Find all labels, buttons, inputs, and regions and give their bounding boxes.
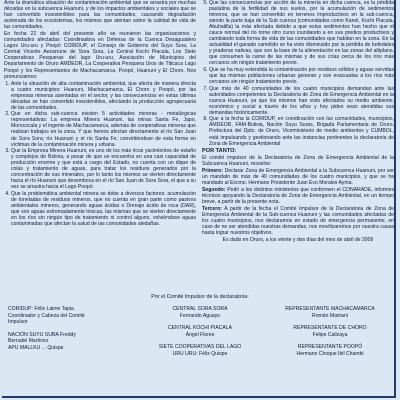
signature-block	[8, 306, 132, 326]
text-columns	[4, 0, 394, 292]
signature-block	[268, 306, 392, 319]
signature-name: Ángel Flores	[185, 331, 215, 338]
signature-block	[138, 306, 262, 319]
left-column	[4, 0, 196, 292]
list-item: 1. Ante la situación de alta contaminación ambiental, que afecta de manera directa a cuatro municipios: Huanuni, Machacamarca, El Choro y Poopó, por las empresas mineras asentadas en el sector, y las consecuencias en estas últimas décadas se han convertido insostenibles, afectando la producción agropecuaria de las comunidades.	[11, 81, 196, 111]
resolution-text: A partir de la fecha el Comité Impulsor de la Declaratoria de Zona de Emergencia Ambiental de la Sub-cuenca Huanuni y las comunidades afectadas de los cuatro municipios, nos declaramos en estado de emergencia permanente, en caso de no ser atendidas nuestras demandas, nos movilizaremos por nuestra causa hasta lograr nuestros objetivos.	[202, 206, 394, 237]
resolution-label: Tercero:	[202, 206, 223, 213]
por-tanto-heading: POR TANTO:	[202, 147, 237, 154]
signoff-date: Es dado en Oruro, a los veinte y dos días del mes de abril de 2009	[222, 237, 374, 244]
right-column	[202, 0, 394, 292]
signature-column-left	[8, 306, 132, 363]
signature-column-right	[268, 306, 392, 363]
list-item: 7. Que más de 40 comunidades de los cuatro municipios demandan ante las autoridades competentes la Declaratoria de Zona de Emergencia Ambiental en la cuenca Huanuni, ya que los mismos han visto afectados su medio ambiente, económico y social a través de los años y hoy piden sean atendidas sus demandas históricamente.	[209, 86, 394, 116]
signature-org: SIETE COOPERATIVAS DEL LAGO	[158, 344, 242, 350]
signature-name: Impulsor	[8, 319, 28, 325]
resolution-text: Pedir a los distintos ministerios que conformen el CONARADE, informes técnicos apoyando la Declaratoria de Zona de Emergencia Ambiental, en un tiempo breve, a partir de la presente nota.	[202, 186, 394, 205]
list-item: 3. Que la Empresa Minera Huanuni, es uno de los más ricos yacimientos de estaño y complejos de Bolivia, a pesar de que se encuentra en una casi capacidad de producción enorme y que está a cargo del Estado, no cuenta con un dique de colas y tratamiento de aguas, para tratar los residuos generados por la concentración de sus minerales, por lo tanto los mismos se vierten directamente hacia el río Huanuni que desemboca en el río San Juan de Sora Sora, el que a su vez se arrastra hacia el Lago Poopó.	[11, 148, 196, 190]
signature-name: Román Mamani	[312, 312, 348, 319]
signature-name: Coordinador y Cabeza del Comité	[8, 312, 85, 319]
signature-org: CORIDUP: Félix Laime Tapia	[8, 306, 74, 312]
list-item: 2. Que en dicha sub-cuenca existen 5 actividades mineras - metalúrgicas representativas: La empresa Minera Huanuni, las minas Santa Fe, Japo, Morococala y el ingenio de Machacamarca, además de cooperativas mineras que realizan trabajos en la zona. Y que hemos afectan directamente el río San Juan de Sora Sora; río Huanuni y el río Santa Fe, convirtiéndose de esta forma en víctimas de la contaminación minera y urbana.	[11, 111, 196, 147]
intro-paragraph: Ante la dramática situación de contaminación ambiental que se arrastra por muchas décadas en la subcuenca Huanuni, y de los impactos ambientales y sociales que se han convertido insostenibles para las comunidades, causando degradación acelerada de los ecosistemas, los mismos que atentan sobre la calidad de vida de las comunidades.	[4, 0, 196, 31]
signature-org: CENTRAL SORA SORA	[172, 306, 228, 312]
signature-name: Felipe Calizaya	[312, 331, 348, 338]
resolution-label: Primero:	[202, 167, 223, 174]
signature-name: Fernando Aguayo	[179, 312, 221, 319]
list-item: 5. Que las consecuencias por acción de la minería en dicha cuenca, es la pérdida paulatina de la fertilidad de sus suelos, por la acumulación de sedimentos mineros, que se han convertido en terrenos improductivos en la sub-cuenca, siendo la parte baja de la Sub cuenca (comunidades como Kanel, Kochi Piacala, Abuhatilla) la más afectada debido a que estas sedimentos han hecho que el cauce normal del río torne otro curso inundando a en sus predios productivos y cambiando toda forma de vida de las comunidades que habitan en la zona. En la actualidad el ganado camélido se ha visto disminuido por la pérdida de bofedales y praderas nativas, que son la base de la alimentación en las zonas del altiplano, que consumen la carne de las mismas y de sus crías cerca de los ríos más cercanos sin ningún tratamiento previo.	[209, 0, 394, 67]
signatures	[8, 306, 392, 363]
resolution-second	[202, 187, 394, 205]
signature-org: REPRESENTANTE MACHACAMARCA	[285, 306, 375, 312]
signature-column-center	[138, 306, 262, 363]
left-list	[4, 81, 196, 228]
list-item: 6. Que se ha muy extendida la contaminación por residuos sólidos y aguas servidas que las mismas poblaciones urbanas generan y son evacuadas a los ríos más cercanos sin ningún tratamiento previo.	[209, 67, 394, 85]
signature-org: REPRESENTANTE POOPÓ	[297, 344, 363, 350]
signature-block	[268, 325, 392, 338]
signature-name: Hermano Choque Ibil Chambi	[296, 350, 364, 357]
signature-block	[8, 332, 132, 352]
signature-block	[138, 325, 262, 338]
committee-title: Por el Comité Impulsor de la declaratoria:	[151, 294, 249, 300]
resolution-third	[202, 206, 394, 236]
signature-name: URU URU: Félix Quispe	[172, 350, 228, 357]
signature-org: CENTRAL KOCHI PIACALA	[167, 325, 233, 331]
list-item: 4. Que la problemática ambiental minera se debe a diversos factores: acumulación de toneladas de residuos mineros, que no cuenta en gran parte como pasivos ambientales mineros, generando aguas ácidas o Drenaje ácido de roca (DAR), que son aguas extremadamente tóxicas, las mismas que se vierten directamente en los ríos sin ningún tipo de tratamiento ni control alguno, volviéndose aguas contaminadas que afectan la salud de las comunidades aledañas.	[11, 191, 196, 227]
signature-block	[138, 344, 262, 357]
signature-name: APU MALLKU ... Quispe	[8, 344, 64, 351]
resolution-text: Declarar Zona de Emergencia Ambiental a la Subcuenca Huanuni, por ser un mandato de más de 40 comunidades de los cuatro municipios, y que se ha mandado al Excmo. Hermano Presidente Juan Evo Morales Ayma.	[202, 167, 394, 186]
signature-org: REPRESENTANTE DE CHORO	[293, 325, 367, 331]
por-tanto-text: El comité impulsor de la Declaratoria de Zona de Emergencia Ambiental de la Subcuenca Huanuni, resuelve:	[202, 154, 394, 167]
signature-block	[268, 344, 392, 357]
resolution-label: Segundo:	[202, 186, 226, 193]
meeting-paragraph: En fecha 22 de abril del presente año se reunieron las organizaciones y comunidades afectadas: Coordinadora en Defensa de la Cuenca Desaguadero Lagos Uru-uru y Poopó CORIDUP, el Consejo de Gobierno del Suyu Sura, La Central Vicente Aezarrune de Sora Sora, La Central Kochi Piacala, Los Siete Cooperativas Pesqueras del lago Uru-uru, Asociación de Municipios del Departamento de Oruro AMDEOR, La Cooperativa Pesquera Uros de Titicaca Lago Poopó y los Representantes de Machacamarca, Poopó, Huanuni y El Choro. Nos pronunciamos:	[4, 31, 196, 80]
signature-org: NACIÓN SUYU SURA Freddy	[8, 331, 76, 338]
signature-name: Bernabé Martínez	[8, 338, 49, 344]
list-item: 8. Que a la fecha la CORIDUP, en coordinación con las comunidades, municipios, AMDEOR, FAM-Bolivia, Nación Suyu Suras, Brigada Parlamentaria de Oruro, Prefectura del Dpto. de Oruro, Viceministerio de medio ambientes y CUMBOL, está impulsando y gestionando ante las instancias pertinentes la declaratoria de Zona de Emergencia Ambiental	[209, 116, 394, 146]
right-list	[202, 0, 394, 147]
resolution-first	[202, 168, 394, 186]
